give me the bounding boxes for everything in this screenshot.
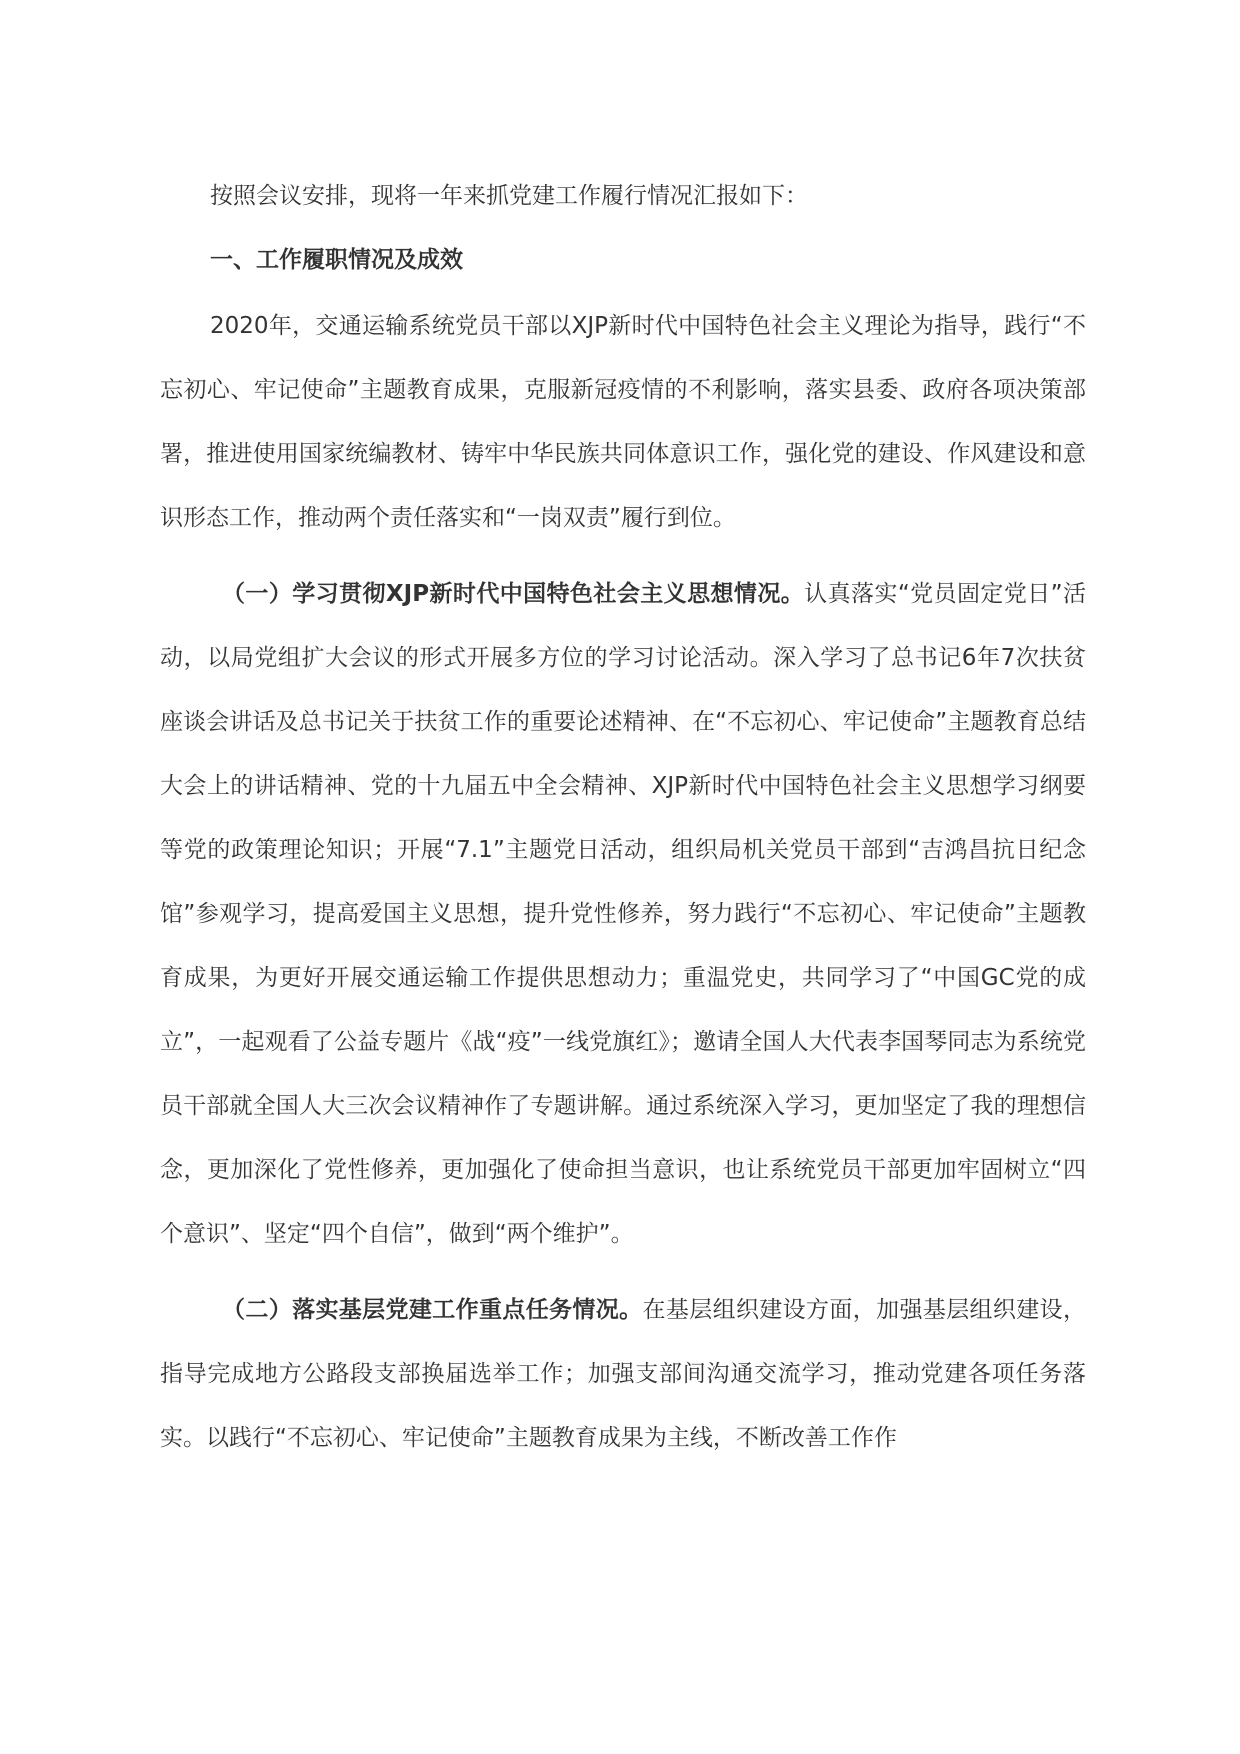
subsection-1-title: （一）学习贯彻XJP新时代中国特色社会主义思想情况。 bbox=[222, 581, 805, 607]
subsection-2-paragraph bbox=[160, 1278, 1086, 1470]
subsection-1-paragraph bbox=[160, 562, 1086, 1266]
subsection-1-body: 认真落实“党员固定党日”活动，以局党组扩大会议的形式开展多方位的学习讨论活动。深入学习了总书记6年7次扶贫座谈会讲话及总书记关于扶贫工作的重要论述精神、在“不忘初心、牢记使命”主题教育总结大会上的讲话精神、党的十九届五中全会精神、XJP新时代中国特色社会主义思想学习纲要等党的政策理论知识；开展“7.1”主题党日活动，组织局机关党员干部到“吉鸿昌抗日纪念馆”参观学习，提高爱国主义思想，提升党性修养，努力践行“不忘初心、牢记使命”主题教育成果，为更好开展交通运输工作提供思想动力；重温党史，共同学习了“中国GC党的成立”，一起观看了公益专题片《战“疫”一线党旗红》；邀请全国人大代表李国琴同志为系统党员干部就全国人大三次会议精神作了专题讲解。通过系统深入学习，更加坚定了我的理想信念，更加深化了党性修养，更加强化了使命担当意识，也让系统党员干部更加牢固树立“四个意识”、坚定“四个自信”，做到“两个维护”。 bbox=[160, 581, 1086, 1247]
subsection-2-body: 在基层组织建设方面，加强基层组织建设，指导完成地方公路段支部换届选举工作；加强支部间沟通交流学习，推动党建各项任务落实。以践行“不忘初心、牢记使命”主题教育成果为主线，不断改善工作作 bbox=[160, 1297, 1087, 1451]
subsection-2-title: （二）落实基层党建工作重点任务情况。 bbox=[222, 1297, 643, 1323]
intro-paragraph: 按照会议安排，现将一年来抓党建工作履行情况汇报如下： bbox=[210, 183, 808, 209]
section-heading: 一、工作履职情况及成效 bbox=[210, 247, 463, 273]
document-body bbox=[160, 170, 1086, 1470]
paragraph-overview: 2020年，交通运输系统党员干部以XJP新时代中国特色社会主义理论为指导，践行“不忘初心、牢记使命”主题教育成果，克服新冠疫情的不利影响，落实县委、政府各项决策部署，推进使用国家统编教材、铸牢中华民族共同体意识工作，强化党的建设、作风建设和意识形态工作，推动两个责任落实和“一岗双责”履行到位。 bbox=[160, 313, 1086, 531]
